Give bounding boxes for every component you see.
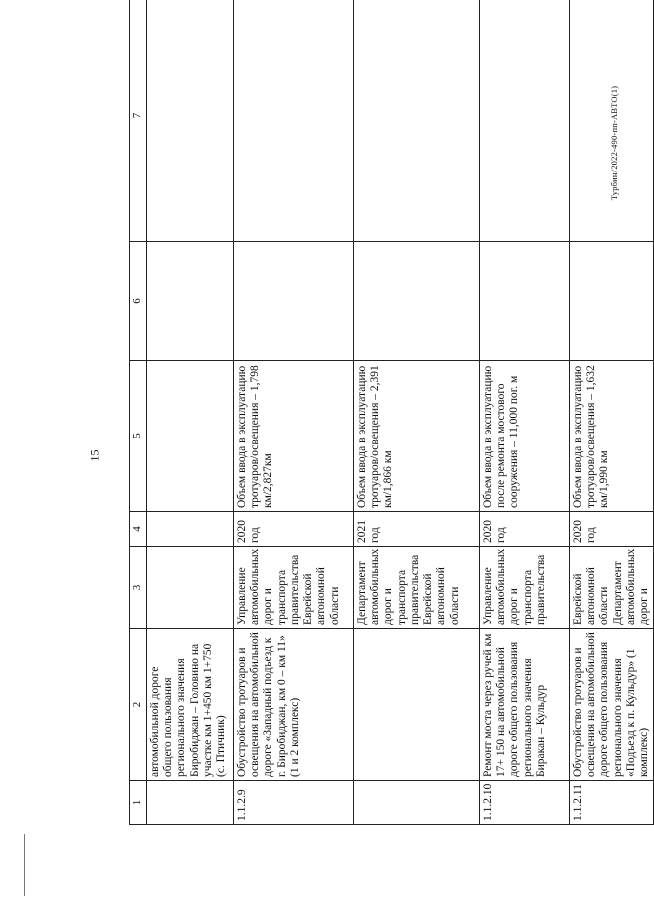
- row-executor: Департамент автомобильных дорог и транспорта правительства Еврейской автономной области: [354, 547, 480, 629]
- row-name: Обустройство тротуаров и освещения на автомобильной дороге «Западный подъезд к г. Биробиджан, км 0 – км 11» (1 и 2 комплекс): [234, 629, 354, 781]
- row-number: 1.1.2.9: [234, 781, 354, 825]
- row-executor: [147, 547, 234, 629]
- margin-line: [24, 834, 25, 896]
- header-cell: 1: [130, 781, 147, 825]
- table-row: [480, 0, 570, 825]
- row-name: автомобильной дороге общего пользования регионального значения Биробиджан – Головино на участке км 1+450 км 1+750 (с. Птичник): [147, 629, 234, 781]
- row-result: Объем ввода в эксплуатацию тротуаров/освещения – 2,391 км/1,866 км: [354, 361, 480, 512]
- header-row: [130, 0, 147, 825]
- rotated-table-wrapper: [129, 0, 651, 825]
- header-cell: 5: [130, 361, 147, 512]
- table-row: [570, 0, 654, 825]
- row-number: 1.1.2.10: [480, 781, 570, 825]
- header-cell: 6: [130, 242, 147, 361]
- row-col7: [480, 0, 570, 242]
- row-col6: [480, 242, 570, 361]
- table-row: [354, 0, 480, 825]
- row-col6: [234, 242, 354, 361]
- row-number: [354, 781, 480, 825]
- program-table: [129, 0, 654, 825]
- document-code: Турбин/2022-490-пп-АВТО(1): [609, 85, 619, 201]
- row-name: Ремонт моста через ручей км 17+ 150 на автомобильной дороге общего пользования регионального значения Биракан – Кульдур: [480, 629, 570, 781]
- row-col6: [147, 242, 234, 361]
- row-col7: [354, 0, 480, 242]
- row-year: [147, 512, 234, 547]
- row-result: [147, 361, 234, 512]
- row-executor: Управление автомобильных дорог и транспорта правительства: [480, 547, 570, 629]
- row-name: Обустройство тротуаров и освещения на автомобильной дороге общего пользования регионального значения «Подъезд к п. Кульдур» (1 комплекс): [570, 629, 654, 781]
- header-cell: 2: [130, 629, 147, 781]
- row-result: Объем ввода в эксплуатацию тротуаров/освещения – 1,632 км/1,990 км: [570, 361, 654, 512]
- row-name: [354, 629, 480, 781]
- row-year: 2020 год: [234, 512, 354, 547]
- row-number: 1.1.2.11: [570, 781, 654, 825]
- row-year: 2021 год: [354, 512, 480, 547]
- row-col7: [147, 0, 234, 242]
- header-cell: 7: [130, 0, 147, 242]
- row-col6: [570, 242, 654, 361]
- row-year: 2020 год: [570, 512, 654, 547]
- row-col7: [234, 0, 354, 242]
- row-col6: [354, 242, 480, 361]
- row-year: 2020 год: [480, 512, 570, 547]
- header-cell: 4: [130, 512, 147, 547]
- row-executor: Еврейской автономной области Департамент автомобильных дорог и: [570, 547, 654, 629]
- row-number: [147, 781, 234, 825]
- row-result: Объем ввода в эксплуатацию после ремонта мостового сооружения – 11,000 пог. м: [480, 361, 570, 512]
- table-row: [234, 0, 354, 825]
- row-result: Объем ввода в эксплуатацию тротуаров/освещения – 1,798 км/2,827км: [234, 361, 354, 512]
- page-number: 15: [87, 449, 102, 462]
- header-cell: 3: [130, 547, 147, 629]
- row-executor: Управление автомобильных дорог и транспорта правительства Еврейской автономной области: [234, 547, 354, 629]
- row-col7: [570, 0, 654, 242]
- table-row: [147, 0, 234, 825]
